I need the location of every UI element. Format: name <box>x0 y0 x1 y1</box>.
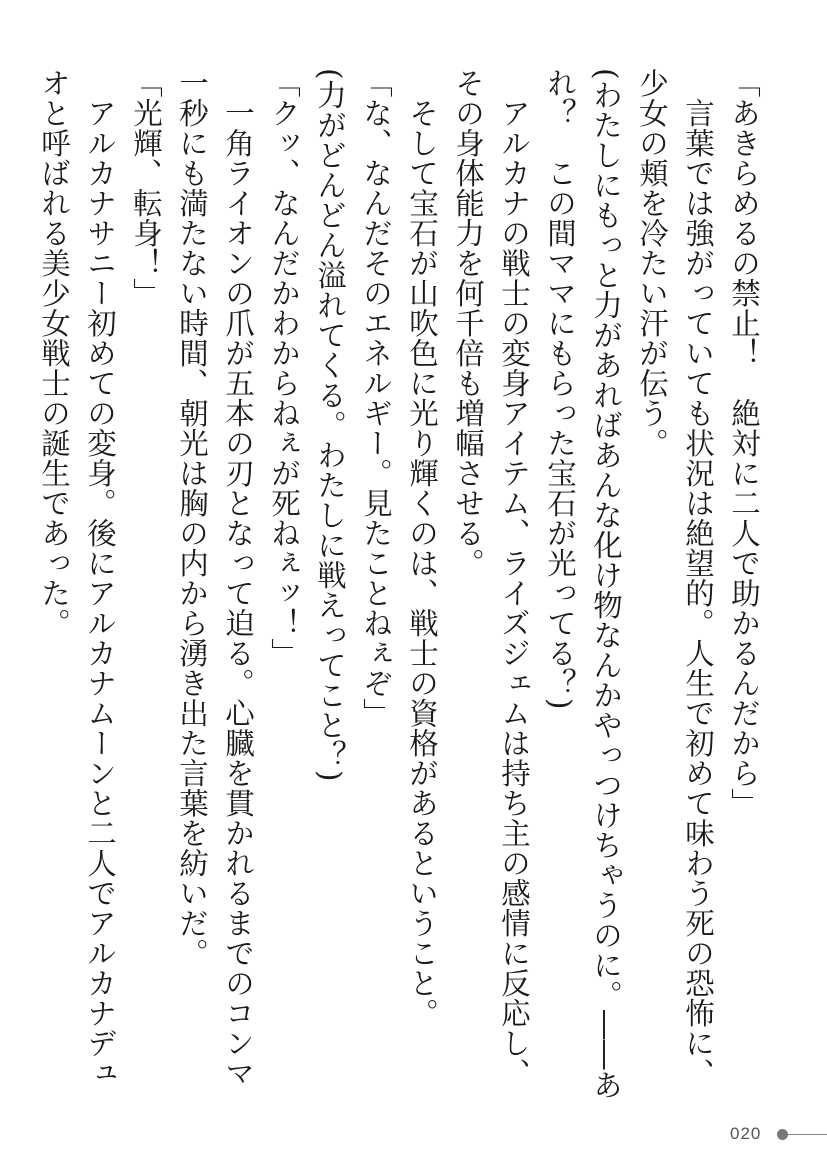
paragraph: 「光輝、転身！」 <box>129 68 163 308</box>
paragraph: 一角ライオンの爪が五本の刃となって迫る。心臓を貫かれるまでのコンマ一秒にも満たない時間、朝光は胸の内から湧き出た言葉を紡いだ。 <box>175 68 255 1088</box>
paragraph: アルカナサニー初めての変身。後にアルカナムーンと二人でアルカナデュオと呼ばれる美少女戦士の誕生であった。 <box>37 68 117 1088</box>
paragraph: (力がどんどん溢れてくる。わたしに戦えってこと？) <box>313 68 347 783</box>
page-footer <box>730 1124 827 1146</box>
paragraph: 「な、なんだそのエネルギー。見たことねぇぞ」 <box>359 68 393 728</box>
paragraph: 「あきらめるの禁止！ 絶対に二人で助かるんだから」 <box>727 68 761 818</box>
paragraph: そして宝石が山吹色に光り輝くのは、戦士の資格があるということ。 <box>405 68 439 1028</box>
vertical-text-body <box>37 68 767 1108</box>
footer-dot-icon <box>777 1129 788 1140</box>
paragraph: 「クッ、なんだかわからねぇが死ねぇッ！」 <box>267 68 301 668</box>
footer-divider <box>788 1134 827 1135</box>
page-number: 020 <box>730 1124 762 1143</box>
paragraph: アルカナの戦士の変身アイテム、ライズジェムは持ち主の感情に反応し、その身体能力を何千倍も増幅させる。 <box>451 68 531 1088</box>
paragraph: (わたしにもっと力があればあんな化け物なんかやっつけちゃうのに。――あれ？ この間ママにもらった宝石が光ってる？) <box>543 68 623 1101</box>
paragraph: 言葉では強がっていても状況は絶望的。人生で初めて味わう死の恐怖に、少女の頬を冷たい汗が伝う。 <box>635 68 715 1088</box>
